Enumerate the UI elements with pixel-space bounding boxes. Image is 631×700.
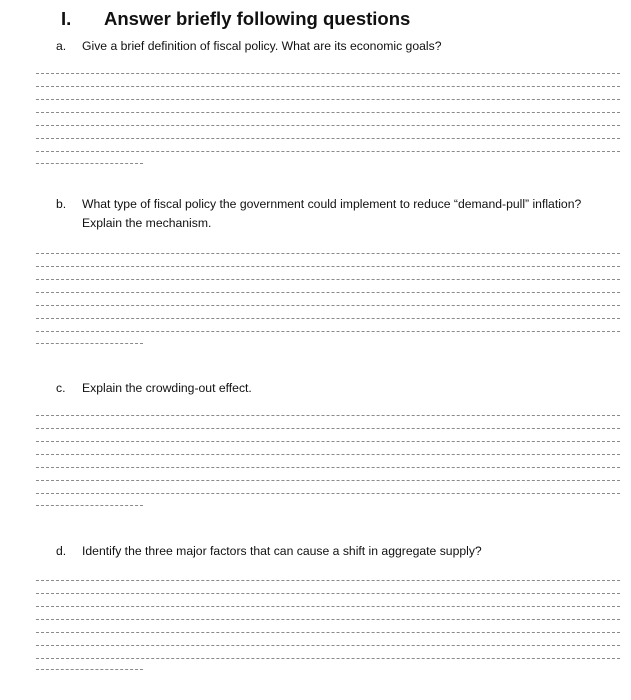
answer-line	[36, 99, 620, 100]
answer-line	[36, 606, 620, 607]
answer-line	[36, 331, 620, 332]
answer-line	[36, 305, 620, 306]
answer-line	[36, 138, 620, 139]
answer-line	[36, 593, 620, 594]
answer-line	[36, 151, 620, 152]
answer-line	[36, 454, 620, 455]
answer-line	[36, 318, 620, 319]
answer-line	[36, 467, 620, 468]
question-letter: c.	[56, 381, 66, 395]
answer-line-end	[36, 505, 143, 506]
answer-line	[36, 73, 620, 74]
answer-line	[36, 441, 620, 442]
answer-line	[36, 619, 620, 620]
answer-line	[36, 266, 620, 267]
answer-line-end	[36, 669, 143, 670]
answer-line	[36, 292, 620, 293]
answer-line	[36, 493, 620, 494]
question-a	[56, 37, 441, 56]
section-title: Answer briefly following questions	[104, 8, 411, 29]
question-letter: d.	[56, 544, 67, 558]
answer-line	[36, 86, 620, 87]
question-text: Identify the three major factors that can cause a shift in aggregate supply?	[82, 544, 482, 558]
question-text: Explain the crowding-out effect.	[82, 381, 252, 395]
question-c	[56, 379, 252, 398]
question-b	[56, 195, 581, 233]
answer-line	[36, 658, 620, 659]
answer-line	[36, 632, 620, 633]
question-letter: b.	[56, 197, 67, 211]
answer-line	[36, 428, 620, 429]
answer-line	[36, 415, 620, 416]
question-letter: a.	[56, 39, 67, 53]
answer-line-end	[36, 163, 143, 164]
section-heading	[61, 8, 410, 30]
question-text-line-2: Explain the mechanism.	[82, 216, 212, 230]
answer-line	[36, 279, 620, 280]
answer-line	[36, 645, 620, 646]
question-d	[56, 542, 482, 561]
answer-line	[36, 125, 620, 126]
answer-line	[36, 112, 620, 113]
question-text: Give a brief definition of fiscal policy. What are its economic goals?	[82, 39, 442, 53]
section-numeral: I.	[61, 8, 72, 29]
answer-line	[36, 480, 620, 481]
question-text-line-1: What type of fiscal policy the government could implement to reduce “demand-pull” inflation?	[82, 197, 582, 211]
answer-line	[36, 253, 620, 254]
answer-line	[36, 580, 620, 581]
answer-line-end	[36, 343, 143, 344]
